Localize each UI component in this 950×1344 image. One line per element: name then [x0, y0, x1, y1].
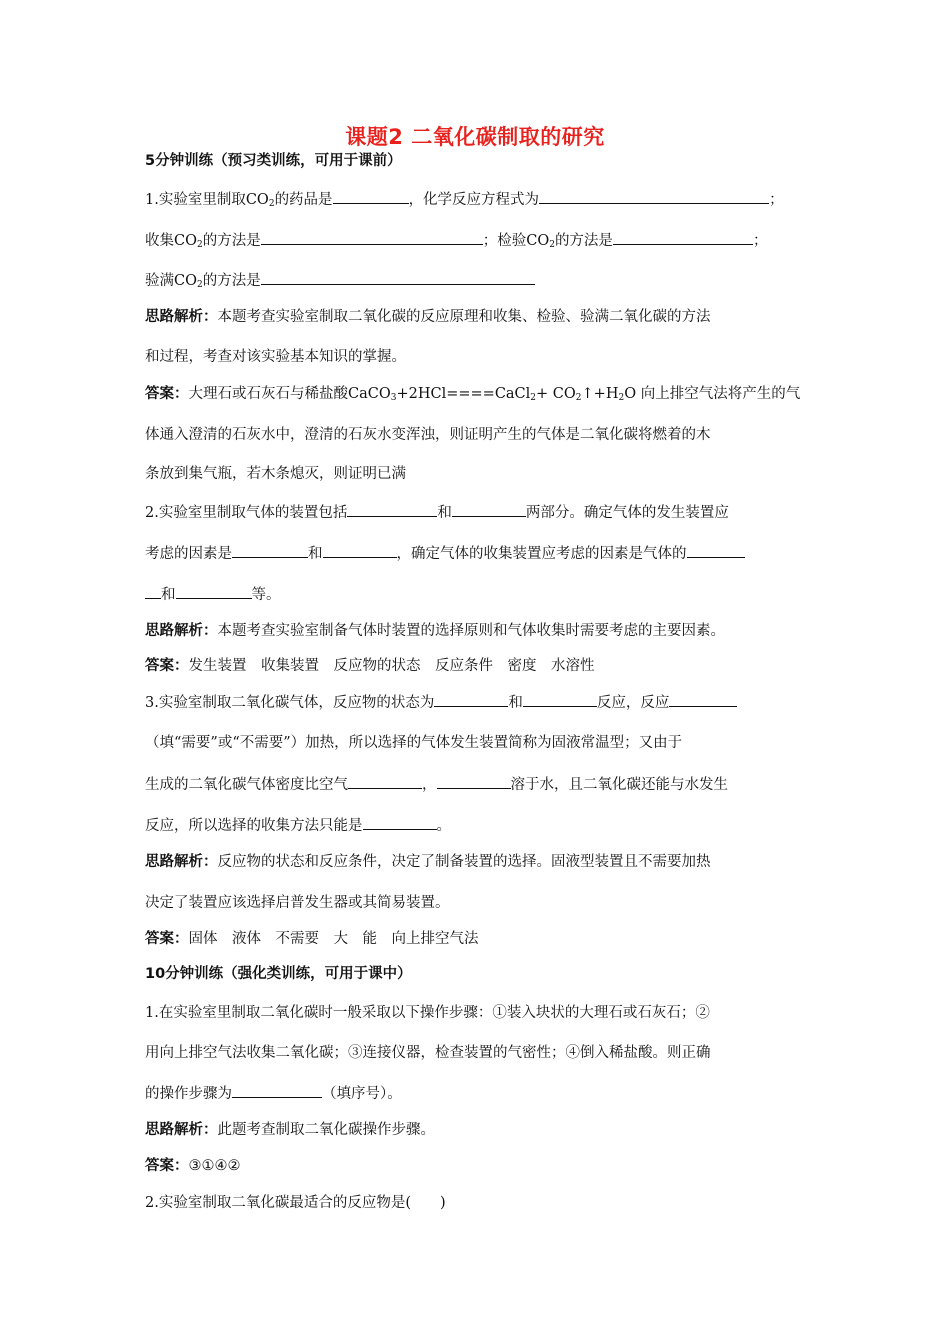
answer-blank[interactable]: [452, 502, 526, 517]
q5-line1: 2.实验室制取二氧化碳最适合的反应物是( ): [145, 1195, 446, 1211]
q2-analysis: 思路解析：本题考查实验室制备气体时装置的选择原则和气体收集时需要考虑的主要因素。: [145, 623, 725, 639]
answer-blank[interactable]: [232, 543, 308, 558]
q4-answer: 答案：③①④②: [145, 1158, 241, 1174]
answer-blank[interactable]: [539, 189, 769, 204]
q3-answer: 答案：固体 液体 不需要 大 能 向上排空气法: [145, 931, 479, 947]
q3-line1: 3.实验室制取二氧化碳气体，反应物的状态为 和 反应，反应: [145, 692, 815, 713]
q1-line1: 1.实验室里制取$CO_2$的药品是 ，化学反应方程式为 ；: [145, 189, 815, 214]
answer-blank[interactable]: [347, 502, 437, 517]
answer-blank[interactable]: [434, 692, 508, 707]
q1-analysis-line1: 思路解析：本题考查实验室制取二氧化碳的反应原理和收集、检验、验满二氧化碳的方法: [145, 309, 711, 325]
q2-answer: 答案：发生装置 收集装置 反应物的状态 反应条件 密度 水溶性: [145, 658, 595, 674]
answer-blank[interactable]: [348, 774, 422, 789]
answer-blank[interactable]: [145, 584, 161, 599]
q2-line3: 和 等。: [145, 584, 815, 605]
q3-analysis-line1: 思路解析：反应物的状态和反应条件，决定了制备装置的选择。固液型装置且不需要加热: [145, 854, 711, 870]
answer-blank[interactable]: [363, 815, 437, 830]
section-heading-10min: 10分钟训练（强化类训练，可用于课中）: [145, 966, 412, 982]
q1-line2: 收集$CO_2$的方法是 ；检验$CO_2$的方法是 ；: [145, 230, 815, 255]
q2-line2: 考虑的因素是 和 ，确定气体的收集装置应考虑的因素是气体的: [145, 543, 815, 564]
section-heading-5min: 5分钟训练（预习类训练，可用于课前）: [145, 153, 402, 169]
answer-blank[interactable]: [261, 230, 483, 245]
answer-blank[interactable]: [323, 543, 397, 558]
answer-blank[interactable]: [669, 692, 737, 707]
answer-blank[interactable]: [333, 189, 409, 204]
answer-blank[interactable]: [437, 774, 511, 789]
answer-blank[interactable]: [176, 584, 252, 599]
q3-line2: （填“需要”或“不需要”）加热，所以选择的气体发生装置简称为固液常温型；又由于: [145, 735, 683, 751]
q1-answer-line2: 体通入澄清的石灰水中，澄清的石灰水变浑浊，则证明产生的气体是二氧化碳将燃着的木: [145, 427, 711, 443]
q2-line1: 2.实验室里制取气体的装置包括 和 两部分。确定气体的发生装置应: [145, 502, 815, 523]
q4-line3: 的操作步骤为 （填序号）。: [145, 1083, 815, 1104]
q3-line3: 生成的二氧化碳气体密度比空气 ， 溶于水，且二氧化碳还能与水发生: [145, 774, 815, 795]
q4-analysis: 思路解析：此题考查制取二氧化碳操作步骤。: [145, 1122, 435, 1138]
answer-blank[interactable]: [523, 692, 597, 707]
q1-line3: 验满$CO_2$的方法是: [145, 270, 815, 295]
answer-blank[interactable]: [261, 270, 535, 285]
q1-analysis-line2: 和过程，考查对该实验基本知识的掌握。: [145, 349, 406, 365]
answer-blank[interactable]: [232, 1083, 322, 1098]
page-title: 课题2 二氧化碳制取的研究: [345, 125, 605, 149]
q3-line4: 反应，所以选择的收集方法只能是 。: [145, 815, 815, 836]
q4-line1: 1.在实验室里制取二氧化碳时一般采取以下操作步骤：①装入块状的大理石或石灰石；②: [145, 1005, 710, 1021]
answer-blank[interactable]: [687, 543, 745, 558]
answer-blank[interactable]: [613, 230, 753, 245]
q4-line2: 用向上排空气法收集二氧化碳；③连接仪器，检查装置的气密性；④倒入稀盐酸。则正确: [145, 1045, 711, 1061]
q1-answer-line1: 答案：大理石或石灰石与稀盐酸CaCO$_3$+2HCl====CaCl$_2$+ $CO_2↑+H_2O$ 向上排空气法将产生的气: [145, 386, 801, 403]
q3-analysis-line2: 决定了装置应该选择启普发生器或其简易装置。: [145, 895, 450, 911]
q1-answer-line3: 条放到集气瓶，若木条熄灭，则证明已满: [145, 466, 406, 482]
